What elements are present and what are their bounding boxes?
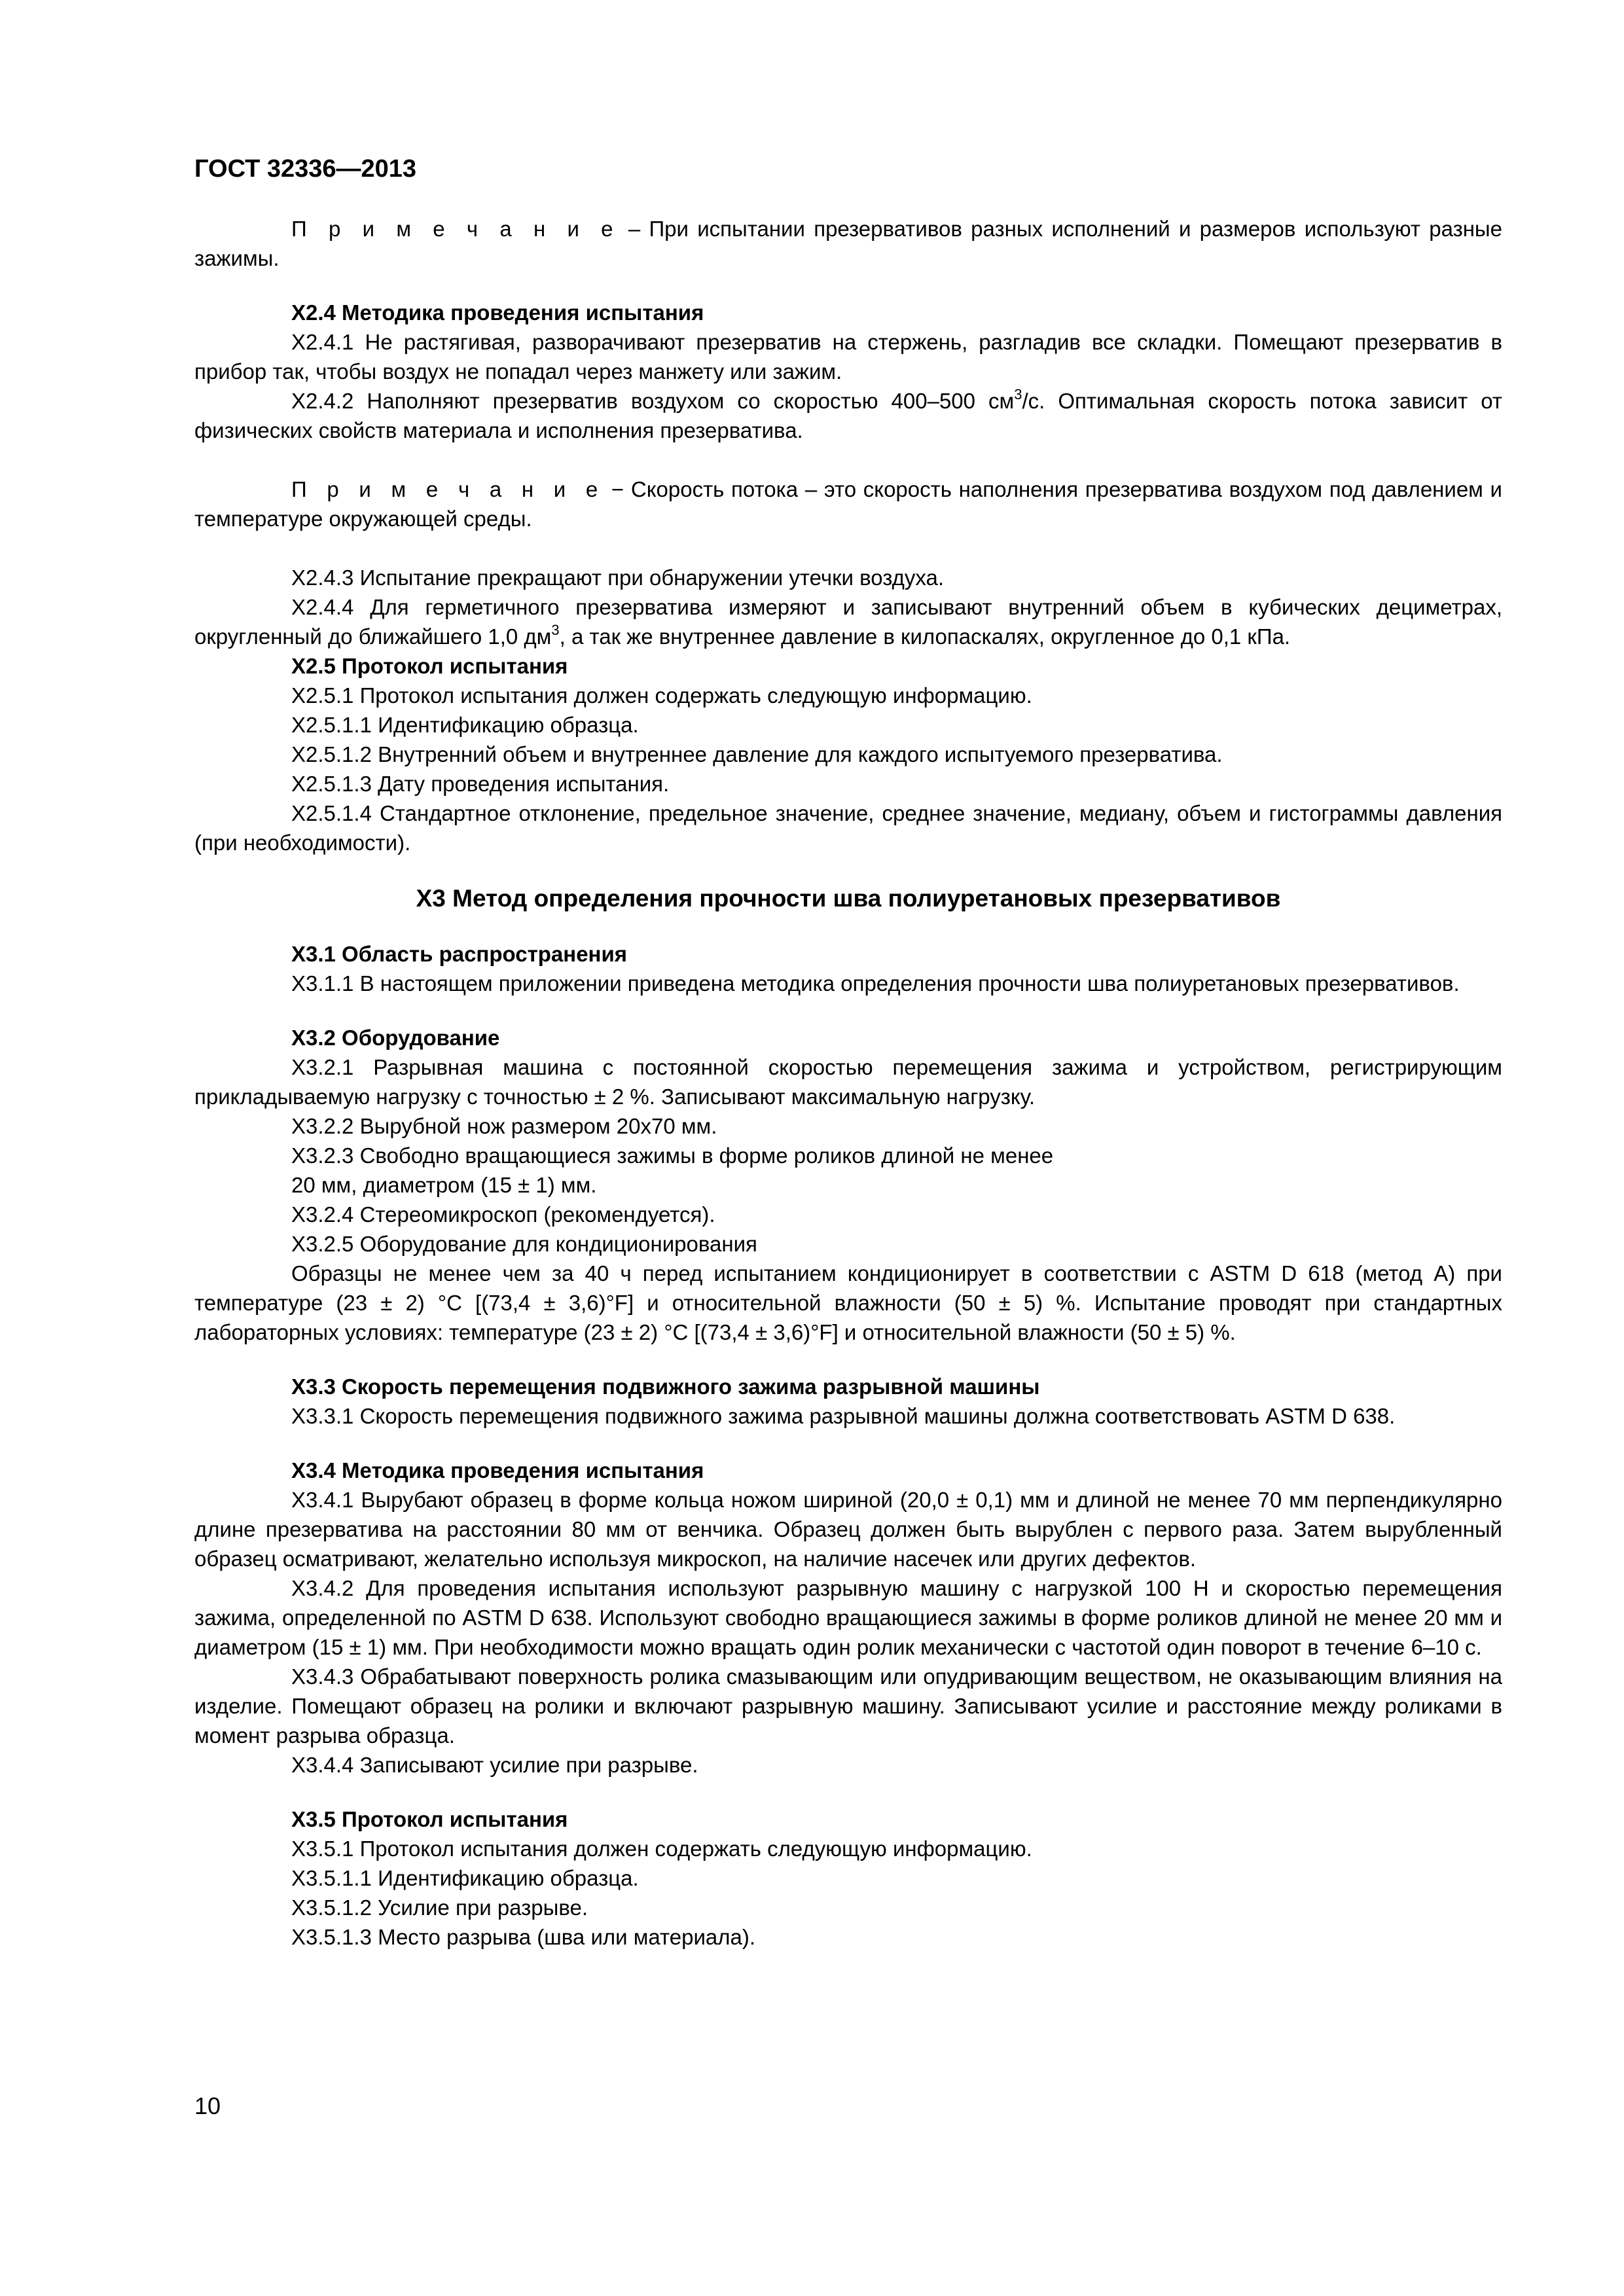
section-heading: Х3.3 Скорость перемещения подвижного зажима разрывной машины xyxy=(291,1374,1040,1399)
paragraph: Х3.3.1 Скорость перемещения подвижного зажима разрывной машины должна соответствовать ASTM D 638. xyxy=(291,1404,1396,1428)
paragraph: Х3.2.3 Свободно вращающиеся зажимы в форме роликов длиной не менее xyxy=(291,1143,1054,1168)
section-heading: Х3.1 Область распространения xyxy=(291,942,628,966)
section-heading: Х2.4 Методика проведения испытания xyxy=(291,300,704,325)
paragraph-text: Х2.4.2 Наполняют презерватив воздухом со скоростью 400–500 см xyxy=(291,389,1015,413)
section-heading: Х3.2 Оборудование xyxy=(291,1026,500,1050)
note-text: – При испытании презервативов разных исполнений и размеров используют разные зажимы. xyxy=(194,217,1502,270)
note-text: − Скорость потока – это скорость наполнения презерватива воздухом под давлением и температуре окружающей среды. xyxy=(194,477,1502,531)
superscript: 3 xyxy=(551,622,560,638)
paragraph: Х2.4.3 Испытание прекращают при обнаружении утечки воздуха. xyxy=(291,565,945,590)
page-number: 10 xyxy=(194,2092,221,2119)
paragraph-text: /с. Оптимальная скорость потока зависит от физических свойств материала и исполнения презерватива. xyxy=(194,389,1502,442)
paragraph xyxy=(194,386,1502,445)
paragraph: Х2.5.1.2 Внутренний объем и внутреннее давление для каждого испытуемого презерватива. xyxy=(291,742,1223,766)
paragraph: Х2.5.1.4 Стандартное отклонение, предельное значение, среднее значение, медиану, объем и гистограммы давления (при необходимости). xyxy=(194,801,1502,855)
note-label: П р и м е ч а н и е xyxy=(291,477,605,501)
paragraph: Х2.5.1.1 Идентификацию образца. xyxy=(291,713,639,737)
superscript: 3 xyxy=(1014,386,1022,403)
paragraph: Х3.5.1.1 Идентификацию образца. xyxy=(291,1866,639,1890)
note-1 xyxy=(194,214,1502,273)
section-heading: Х3.5 Протокол испытания xyxy=(291,1807,568,1831)
paragraph: Х3.5.1.2 Усилие при разрыве. xyxy=(291,1895,588,1920)
paragraph: Х2.4.1 Не растягивая, разворачивают презерватив на стержень, разгладив все складки. Помещают презерватив в прибор так, чтобы воздух не попадал через манжету или зажим. xyxy=(194,330,1502,384)
paragraph: Х3.2.4 Стереомикроскоп (рекомендуется). xyxy=(291,1202,715,1227)
paragraph: Х3.2.1 Разрывная машина с постоянной скоростью перемещения зажима и устройством, регистрирующим прикладываемую нагрузку с точностью ± 2 %. Записывают максимальную нагрузку. xyxy=(194,1055,1502,1109)
paragraph: Х3.4.2 Для проведения испытания используют разрывную машину с нагрузкой 100 Н и скоростью перемещения зажима, определенной по ASTM D 638. Используют свободно вращающиеся зажимы в форме роликов длиной не менее 20 мм и диаметром (15 ± 1) мм. При необходимости можно вращать один ролик механически с частотой один поворот в течение 6–10 с. xyxy=(194,1576,1502,1659)
paragraph: 20 мм, диаметром (15 ± 1) мм. xyxy=(291,1173,597,1197)
document-body xyxy=(194,214,1502,1952)
paragraph: Х3.2.2 Вырубной нож размером 20х70 мм. xyxy=(291,1114,717,1138)
paragraph: Х3.4.1 Вырубают образец в форме кольца ножом шириной (20,0 ± 0,1) мм и длиной не менее 70 мм перпендикулярно длине презерватива на расстоянии 80 мм от венчика. Образец должен быть вырублен с первого раза. Затем вырубленный образец осматривают, желательно используя микроскоп, на наличие насечек или других дефектов. xyxy=(194,1488,1502,1571)
paragraph: Х3.1.1 В настоящем приложении приведена методика определения прочности шва полиуретановых презервативов. xyxy=(291,971,1460,996)
appendix-section-title: Х3 Метод определения прочности шва полиуретановых презервативов xyxy=(416,885,1281,912)
paragraph: Х3.4.3 Обрабатывают поверхность ролика смазывающим или опудривающим веществом, не оказывающим влияния на изделие. Помещают образец на ролики и включают разрывную машину. Записывают усилие и расстояние между роликами в момент разрыва образца. xyxy=(194,1664,1502,1748)
paragraph-text: , а так же внутреннее давление в килопаскалях, округленное до 0,1 кПа. xyxy=(559,624,1291,649)
paragraph: Х3.5.1.3 Место разрыва (шва или материала). xyxy=(291,1925,756,1949)
paragraph: Х2.5.1.3 Дату проведения испытания. xyxy=(291,772,670,796)
paragraph xyxy=(194,592,1502,651)
paragraph-text: Х2.4.4 Для герметичного презерватива измеряют и записывают внутренний объем в кубических дециметрах, округленный до ближайшего 1,0 дм xyxy=(194,595,1502,649)
section-heading: Х3.4 Методика проведения испытания xyxy=(291,1458,704,1482)
section-heading: Х2.5 Протокол испытания xyxy=(291,654,568,678)
paragraph: Х3.4.4 Записывают усилие при разрыве. xyxy=(291,1753,698,1777)
paragraph: Образцы не менее чем за 40 ч перед испытанием кондиционирует в соответствии с ASTM D 618 (метод А) при температуре (23 ± 2) °С [(73,4 ± 3,6)°F] и относительной влажности (50 ± 5) %. Испытание проводят при стандартных лабораторных условиях: температуре (23 ± 2) °С [(73,4 ± 3,6)°F] и относительной влажности (50 ± 5) %. xyxy=(194,1261,1502,1344)
paragraph: Х3.2.5 Оборудование для кондиционирования xyxy=(291,1232,757,1256)
note-label: П р и м е ч а н и е xyxy=(291,217,620,241)
note-2 xyxy=(194,475,1502,533)
standard-header: ГОСТ 32336—2013 xyxy=(194,155,417,183)
paragraph: Х2.5.1 Протокол испытания должен содержать следующую информацию. xyxy=(291,683,1032,708)
paragraph: Х3.5.1 Протокол испытания должен содержать следующую информацию. xyxy=(291,1837,1032,1861)
